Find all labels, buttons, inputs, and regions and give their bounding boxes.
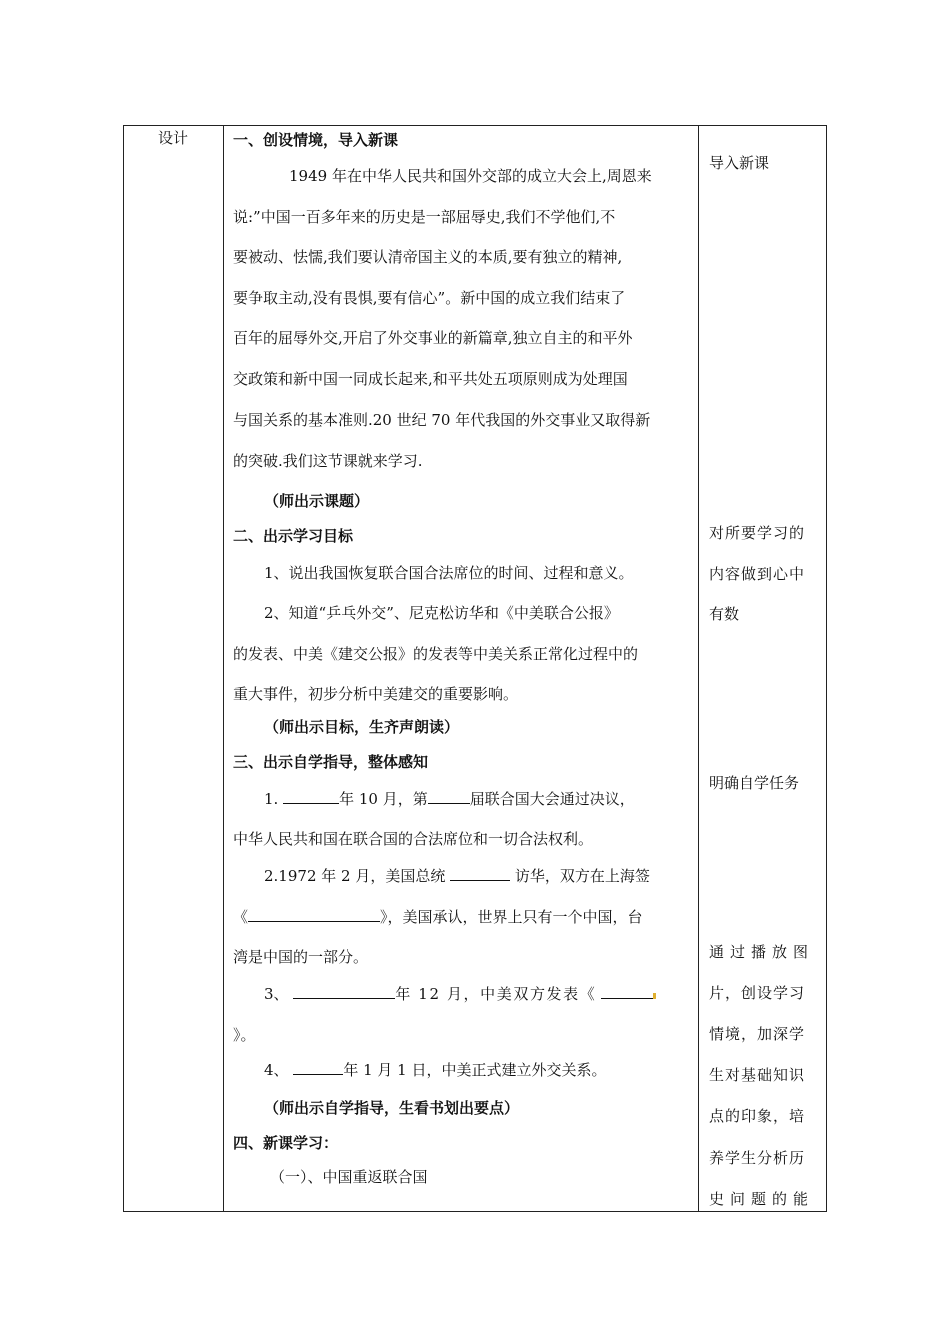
question-3-cont: 》。 — [233, 1026, 256, 1044]
objective-2-cont-1: 的发表、中美《建交公报》的发表等中美关系正常化过程中的 — [233, 645, 639, 663]
question-1: 1. 年 10 月，第 届联合国大会通过决议， — [264, 790, 635, 808]
teacher-note-objectives: （师出示目标，生齐声朗读） — [264, 718, 460, 736]
note-objectives-3: 有数 — [709, 605, 740, 623]
question-2-cont: 《 》，美国承认，世界上只有一个中国，台 — [233, 908, 643, 926]
intro-line-4: 要争取主动,没有畏惧,要有信心”。新中国的成立我们结束了 — [233, 289, 626, 307]
section-1-heading: 一、创设情境，导入新课 — [233, 131, 399, 149]
blank-year-1[interactable] — [283, 789, 339, 804]
question-2: 2.1972 年 2 月，美国总统 访华，双方在上海签 — [264, 867, 650, 885]
teacher-note-guide: （师出示自学指导，生看书划出要点） — [264, 1099, 520, 1117]
blank-president[interactable] — [450, 866, 510, 881]
note-method-3: 情境，加深学 — [709, 1025, 806, 1043]
intro-line-2: 说:”中国一百多年来的历史是一部屈辱史,我们不学他们,不 — [233, 208, 616, 226]
intro-line-3: 要被动、怯懦,我们要认清帝国主义的本质,要有独立的精神, — [233, 248, 623, 266]
question-2-cont-2: 湾是中国的一部分。 — [233, 948, 369, 966]
intro-line-1: 1949 年在中华人民共和国外交部的成立大会上,周恩来 — [289, 167, 652, 185]
objective-2-cont-2: 重大事件，初步分析中美建交的重要影响。 — [233, 685, 519, 703]
note-method-2: 片，创设学习 — [709, 984, 806, 1002]
intro-line-5: 百年的屈辱外交,开启了外交事业的新篇章,独立自主的和平外 — [233, 329, 633, 347]
intro-line-8: 的突破.我们这节课就来学习. — [233, 452, 423, 470]
intro-line-6: 交政策和新中国一同成长起来,和平共处五项原则成为处理国 — [233, 370, 628, 388]
note-method-7: 史问题的能 — [709, 1190, 815, 1208]
intro-line-7: 与国关系的基本准则.20 世纪 70 年代我国的外交事业又取得新 — [233, 411, 651, 429]
note-method-4: 生对基础知识 — [709, 1066, 806, 1084]
question-4: 4、 年 1 月 1 日，中美正式建立外交关系。 — [264, 1061, 607, 1079]
question-3: 3、 年 12 月，中美双方发表《 — [264, 984, 656, 1004]
blank-year-4[interactable] — [293, 1060, 343, 1075]
note-self-study: 明确自学任务 — [709, 774, 800, 792]
subsection-1-title: （一）、中国重返联合国 — [270, 1168, 428, 1186]
note-method-5: 点的印象，培 — [709, 1107, 806, 1125]
objective-2: 2、知道“乒乓外交”、尼克松访华和《中美联合公报》 — [264, 604, 619, 622]
question-1-cont: 中华人民共和国在联合国的合法席位和一切合法权利。 — [233, 830, 594, 848]
section-3-heading: 三、出示自学指导，整体感知 — [233, 753, 429, 771]
blank-document[interactable] — [601, 984, 653, 999]
note-method-1: 通过播放图 — [709, 943, 815, 961]
blank-session[interactable] — [428, 789, 470, 804]
row-label-design: 设计 — [158, 129, 189, 147]
column-divider-right — [698, 126, 699, 1211]
section-2-heading: 二、出示学习目标 — [233, 527, 354, 545]
note-method-6: 养学生分析历 — [709, 1149, 806, 1167]
column-divider-left — [223, 126, 224, 1211]
cursor-mark — [653, 993, 656, 999]
blank-communique[interactable] — [248, 907, 380, 922]
note-objectives-2: 内容做到心中 — [709, 565, 806, 583]
objective-1: 1、说出我国恢复联合国合法席位的时间、过程和意义。 — [264, 564, 634, 582]
blank-year-3[interactable] — [293, 984, 395, 999]
note-objectives-1: 对所要学习的 — [709, 524, 806, 542]
section-4-heading: 四、新课学习： — [233, 1134, 339, 1152]
note-introduce: 导入新课 — [709, 154, 770, 172]
teacher-note-topic: （师出示课题） — [264, 492, 370, 510]
